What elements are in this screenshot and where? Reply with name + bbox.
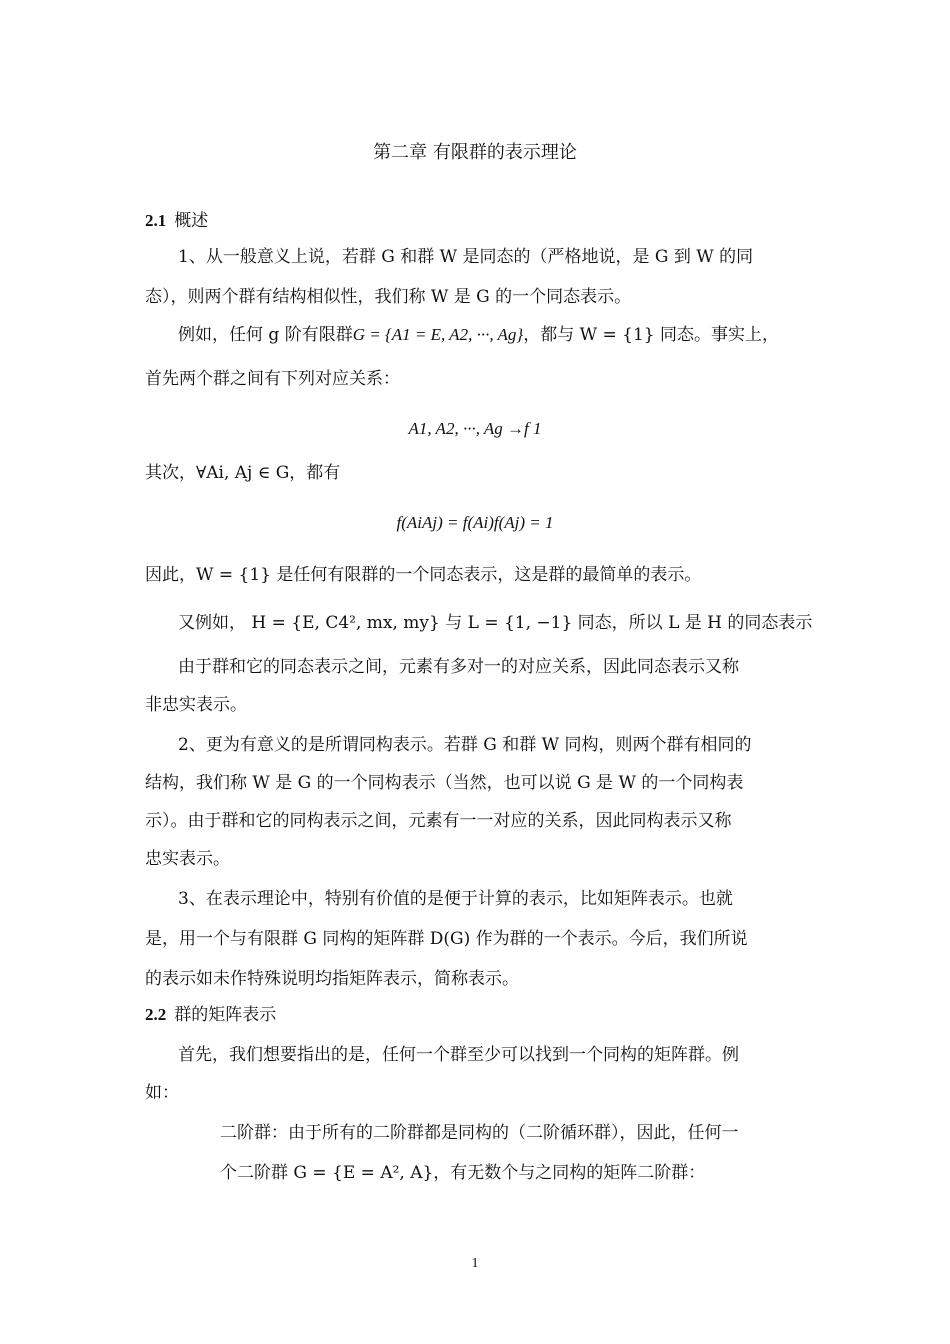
section-title: 群的矩阵表示 — [174, 1005, 277, 1025]
paragraph-10-line-1: 二阶群：由于所有的二阶群都是同构的（二阶循环群），因此，任何一 — [220, 1123, 739, 1143]
section-number: 2.1 — [145, 211, 167, 230]
paragraph-7-line-3: 示）。由于群和它的同构表示之间，元素有一一对应的关系，因此同构表示又称 — [145, 811, 732, 831]
formula-homomorphism: f(AiAj) = f(Ai)f(Aj) = 1 — [396, 513, 554, 532]
formula-mapping: A1, A2, ···, Ag →f 1 — [408, 419, 542, 438]
page-number: 1 — [471, 1256, 479, 1271]
paragraph-1-line-1: 1、从一般意义上说，若群 G 和群 W 是同态的（严格地说，是 G 到 W 的同 — [178, 247, 754, 267]
chapter-title: 第二章 有限群的表示理论 — [373, 142, 577, 163]
paragraph-8-line-3: 的表示如未作特殊说明均指矩阵表示，简称表示。 — [145, 969, 519, 989]
paragraph-4: 因此，W = {1} 是任何有限群的一个同态表示，这是群的最简单的表示。 — [145, 565, 702, 585]
group-formula: G = {A1 = E, A2, ···, Ag} — [352, 325, 524, 344]
paragraph-2-suffix: ，都与 W = {1} 同态。事实上， — [523, 325, 779, 345]
paragraph-2-line-2: 首先两个群之间有下列对应关系： — [145, 369, 400, 389]
paragraph-6-line-2: 非忠实表示。 — [145, 695, 247, 715]
paragraph-7-line-4: 忠实表示。 — [145, 849, 230, 869]
paragraph-10-line-2: 个二阶群 G = {E = A², A}，有无数个与之同构的矩阵二阶群： — [220, 1163, 706, 1183]
paragraph-9-line-1: 首先，我们想要指出的是，任何一个群至少可以找到一个同构的矩阵群。例 — [178, 1045, 739, 1065]
paragraph-7-line-1: 2、更为有意义的是所谓同构表示。若群 G 和群 W 同构，则两个群有相同的 — [178, 735, 752, 755]
paragraph-1-line-2: 态），则两个群有结构相似性，我们称 W 是 G 的一个同态表示。 — [145, 287, 632, 307]
section-heading-2-1 — [145, 210, 208, 232]
paragraph-8-line-1: 3、在表示理论中，特别有价值的是便于计算的表示，比如矩阵表示。也就 — [178, 889, 733, 909]
paragraph-5: 又例如， H = {E, C4², mx, my} 与 L = {1, −1} 同态，所以 L 是 H 的同态表示 — [178, 613, 813, 633]
paragraph-8-line-2: 是，用一个与有限群 G 同构的矩阵群 D(G) 作为群的一个表示。今后，我们所说 — [145, 929, 748, 949]
paragraph-9-line-2: 如： — [145, 1083, 179, 1103]
paragraph-2-line-1 — [178, 324, 779, 346]
section-title: 概述 — [174, 211, 209, 231]
paragraph-6-line-1: 由于群和它的同态表示之间，元素有多对一的对应关系，因此同态表示又称 — [178, 657, 739, 677]
paragraph-7-line-2: 结构，我们称 W 是 G 的一个同构表示（当然，也可以说 G 是 W 的一个同构表 — [145, 773, 744, 793]
section-heading-2-2 — [145, 1004, 276, 1026]
paragraph-3: 其次，∀Ai, Aj ∈ G，都有 — [145, 463, 341, 483]
section-number: 2.2 — [145, 1005, 167, 1024]
paragraph-2-prefix: 例如，任何 g 阶有限群 — [178, 325, 353, 345]
